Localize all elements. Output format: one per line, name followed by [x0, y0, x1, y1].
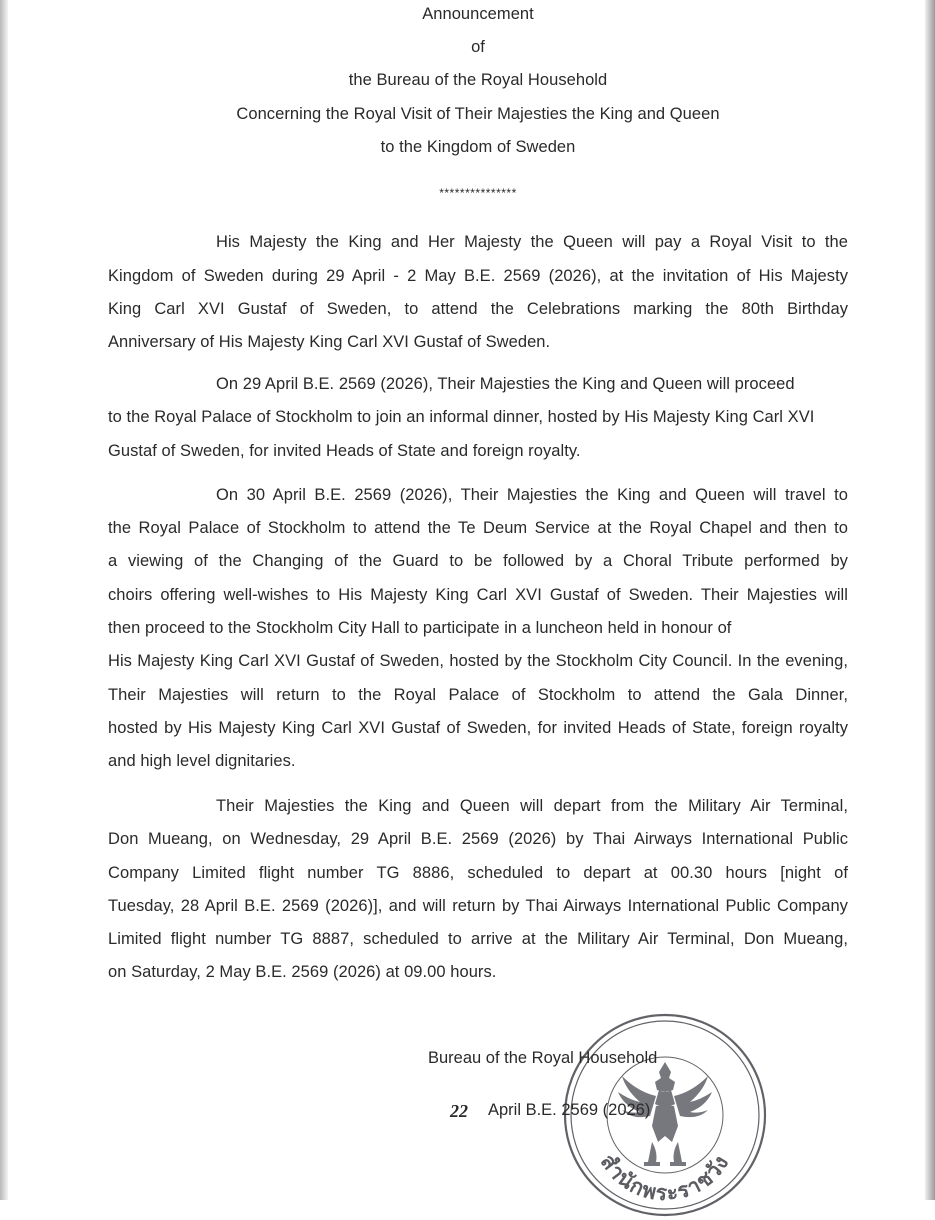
paragraph-1-line: Kingdom of Sweden during 29 April - 2 May B.E. 2569 (2026), at the invitation of His Majesty: [108, 267, 848, 285]
separator-stars: ***************: [439, 186, 517, 200]
subject-line: Concerning the Royal Visit of Their Majesties the King and Queen: [236, 105, 720, 123]
paragraph-3-line: then proceed to the Stockholm City Hall to participate in a luncheon held in honour of: [108, 619, 732, 637]
scan-edge-left: [0, 0, 8, 1200]
subject-line-2: to the Kingdom of Sweden: [380, 138, 576, 156]
paragraph-1-line: Anniversary of His Majesty King Carl XVI Gustaf of Sweden.: [108, 333, 551, 351]
paragraph-3-line: a viewing of the Changing of the Guard to be followed by a Choral Tribute performed by: [108, 552, 848, 570]
paragraph-3-line: and high level dignitaries.: [108, 752, 296, 770]
paragraph-2-line: On 29 April B.E. 2569 (2026), Their Majesties the King and Queen will proceed: [216, 375, 795, 393]
signature-date: April B.E. 2569 (2026): [488, 1101, 651, 1119]
paragraph-4-line: Their Majesties the King and Queen will depart from the Military Air Terminal,: [216, 797, 848, 815]
paragraph-3-line: His Majesty King Carl XVI Gustaf of Sweden, hosted by the Stockholm City Council. In the evening,: [108, 652, 848, 670]
svg-text:สำนักพระราชวัง: [596, 1150, 734, 1206]
document-page: [108, 0, 848, 1206]
paragraph-3-line: choirs offering well-wishes to His Majesty King Carl XVI Gustaf of Sweden. Their Majesties will: [108, 586, 848, 604]
paragraph-4-line: Tuesday, 28 April B.E. 2569 (2026)], and will return by Thai Airways International Public Company: [108, 897, 848, 915]
paragraph-1-line: His Majesty the King and Her Majesty the Queen will pay a Royal Visit to the: [216, 233, 848, 251]
paragraph-3-line: Their Majesties will return to the Royal Palace of Stockholm to attend the Gala Dinner,: [108, 686, 848, 704]
paragraph-1-line: King Carl XVI Gustaf of Sweden, to attend the Celebrations marking the 80th Birthday: [108, 300, 848, 318]
paragraph-3-line: On 30 April B.E. 2569 (2026), Their Majesties the King and Queen will travel to: [216, 486, 848, 504]
paragraph-3-line: the Royal Palace of Stockholm to attend the Te Deum Service at the Royal Chapel and then to: [108, 519, 848, 537]
paragraph-4-line: Don Mueang, on Wednesday, 29 April B.E. 2569 (2026) by Thai Airways International Public: [108, 830, 848, 848]
paragraph-2-line: to the Royal Palace of Stockholm to join an informal dinner, hosted by His Majesty King Carl XVI: [108, 408, 815, 426]
seal-thai-text: สำนักพระราชวัง: [595, 1149, 734, 1206]
paragraph-4-line: Company Limited flight number TG 8886, scheduled to depart at 00.30 hours [night of: [108, 864, 848, 882]
paragraph-2-line: Gustaf of Sweden, for invited Heads of State and foreign royalty.: [108, 442, 581, 460]
issuer-title: the Bureau of the Royal Household: [348, 71, 608, 89]
paragraph-4-line: on Saturday, 2 May B.E. 2569 (2026) at 09.00 hours.: [108, 963, 497, 981]
paragraph-3-line: hosted by His Majesty King Carl XVI Gustaf of Sweden, for invited Heads of State, foreign royalty: [108, 719, 848, 737]
issuer-signature: Bureau of the Royal Household: [428, 1049, 658, 1067]
paragraph-4-line: Limited flight number TG 8887, scheduled to arrive at the Military Air Terminal, Don Mueang,: [108, 930, 848, 948]
title-of: of: [471, 38, 485, 56]
announcement-title: Announcement: [422, 5, 534, 23]
handwritten-day: 22: [450, 1101, 468, 1121]
scan-edge-right: [925, 0, 935, 1200]
